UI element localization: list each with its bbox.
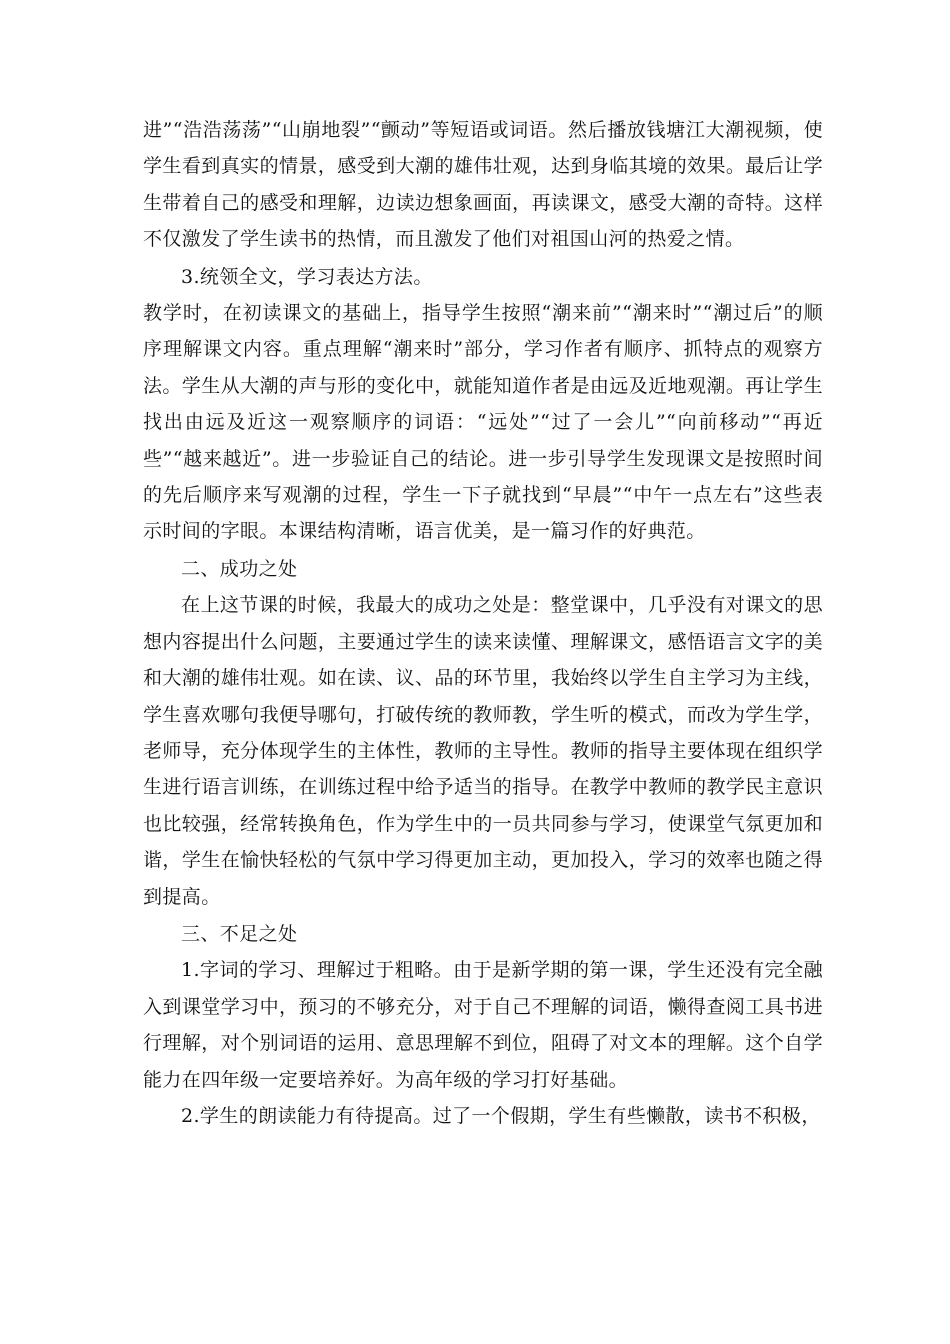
paragraph-continued-intro: 进”“浩浩荡荡”“山崩地裂”“颤动”等短语或词语。然后播放钱塘江大潮视频，使学生看到真实的情景，感受到大潮的雄伟壮观，达到身临其境的效果。最后让学生带着自己的感受和理解，边读边想象画面，再读课文，感受大潮的奇特。这样不仅激发了学生读书的热情，而且激发了他们对祖国山河的热爱之情。 (143, 119, 823, 251)
paragraph-shortcoming-2: 2.学生的朗读能力有待提高。过了一个假期，学生有些懒散，读书不积极， (181, 1104, 821, 1127)
document-page (143, 112, 823, 1134)
heading-success: 二、成功之处 (181, 557, 298, 580)
heading-unify-text: 3.统领全文，学习表达方法。 (181, 265, 433, 288)
paragraph-shortcoming-1: 1.字词的学习、理解过于粗略。由于是新学期的第一课，学生还没有完全融入到课堂学习中，预习的不够充分，对于自己不理解的词语，懒得查阅工具书进行理解，对个别词语的运用、意思理解不到位，阻碍了对文本的理解。这个自学能力在四年级一定要培养好。为高年级的学习打好基础。 (143, 959, 823, 1091)
paragraph-success: 在上这节课的时候，我最大的成功之处是：整堂课中，几乎没有对课文的思想内容提出什么问题，主要通过学生的读来读懂、理解课文，感悟语言文字的美和大潮的雄伟壮观。如在读、议、品的环节里，我始终以学生自主学习为主线，学生喜欢哪句我便导哪句，打破传统的教师教，学生听的模式，而改为学生学，老师导，充分体现学生的主体性，教师的主导性。教师的指导主要体现在组织学生进行语言训练，在训练过程中给予适当的指导。在教学中教师的教学民主意识也比较强，经常转换角色，作为学生中的一员共同参与学习，使课堂气氛更加和谐，学生在愉快轻松的气氛中学习得更加主动，更加投入，学习的效率也随之得到提高。 (143, 594, 823, 908)
paragraph-teaching: 教学时，在初读课文的基础上，指导学生按照“潮来前”“潮来时”“潮过后”的顺序理解课文内容。重点理解“潮来时”部分，学习作者有顺序、抓特点的观察方法。学生从大潮的声与形的变化中，就能知道作者是由远及近地观潮。再让学生找出由远及近这一观察顺序的词语：“远处”“过了一会儿”“向前移动”“再近些”“越来越近”。进一步验证自己的结论。进一步引导学生发现课文是按照时间的先后顺序来写观潮的过程，学生一下子就找到“早晨”“中午一点左右”这些表示时间的字眼。本课结构清晰，语言优美，是一篇习作的好典范。 (143, 302, 823, 543)
heading-shortcomings: 三、不足之处 (181, 922, 298, 945)
